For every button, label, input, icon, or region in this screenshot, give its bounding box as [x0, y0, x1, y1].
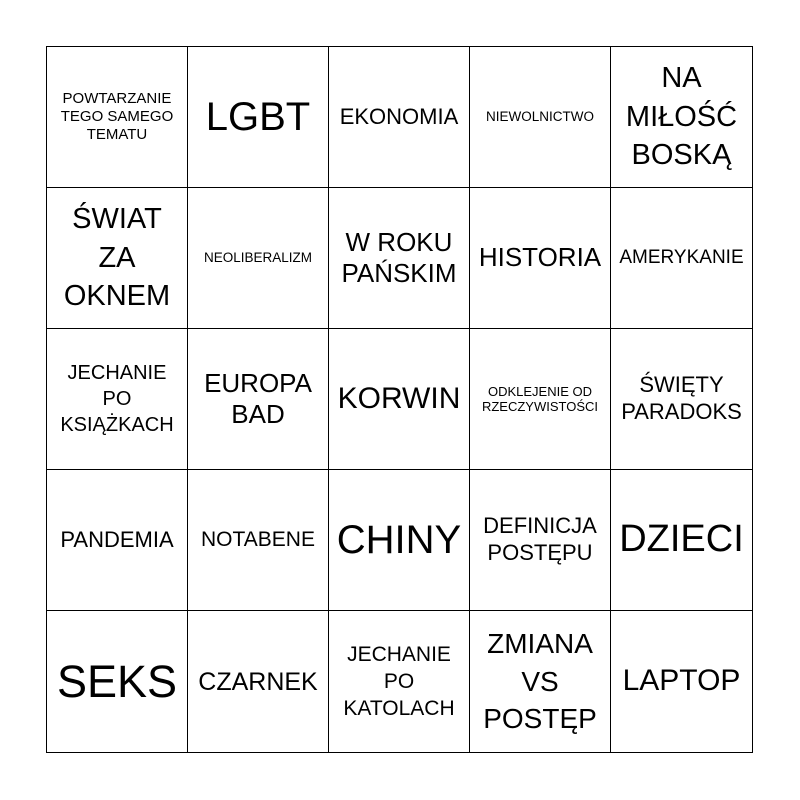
cell-text: JECHANIE PO KSIĄŻKACH — [60, 362, 174, 436]
cell-text: ODKLEJENIE OD RZECZYWISTOŚCI — [481, 383, 599, 414]
bingo-cell[interactable] — [329, 47, 470, 188]
bingo-cell[interactable] — [611, 188, 752, 329]
cell-text: LAPTOP — [622, 664, 741, 698]
cell-text: EUROPA BAD — [204, 367, 312, 429]
bingo-cell[interactable] — [470, 611, 611, 752]
bingo-cell[interactable] — [329, 611, 470, 752]
bingo-cell[interactable] — [470, 188, 611, 329]
cell-text: LGBT — [205, 95, 311, 139]
cell-text: SEKS — [56, 655, 178, 707]
bingo-board — [46, 46, 753, 753]
bingo-cell[interactable] — [47, 470, 188, 611]
bingo-cell[interactable] — [611, 47, 752, 188]
bingo-cell[interactable] — [470, 329, 611, 470]
bingo-cell[interactable] — [188, 611, 329, 752]
cell-text: ZMIANA VS POSTĘP — [483, 628, 597, 735]
cell-text: JECHANIE PO KATOLACH — [343, 642, 455, 721]
bingo-cell[interactable] — [329, 188, 470, 329]
cell-text: CZARNEK — [198, 667, 318, 696]
bingo-cell[interactable] — [188, 329, 329, 470]
bingo-cell[interactable] — [47, 47, 188, 188]
cell-text: NOTABENE — [201, 528, 315, 552]
cell-text: EKONOMIA — [339, 103, 459, 129]
cell-text: NA MIŁOŚĆ BOSKĄ — [625, 61, 738, 172]
bingo-cell[interactable] — [329, 470, 470, 611]
cell-text: DEFINICJA POSTĘPU — [483, 513, 597, 565]
bingo-cell[interactable] — [188, 470, 329, 611]
cell-text: PANDEMIA — [60, 526, 174, 552]
bingo-cell[interactable] — [188, 47, 329, 188]
bingo-cell[interactable] — [47, 329, 188, 470]
bingo-cell[interactable] — [611, 611, 752, 752]
bingo-cell[interactable] — [188, 188, 329, 329]
cell-text: KORWIN — [337, 381, 461, 415]
cell-text: DZIECI — [619, 518, 744, 561]
cell-text: ŚWIĘTY PARADOKS — [621, 372, 742, 424]
cell-text: ŚWIAT ZA OKNEM — [63, 202, 171, 313]
cell-text: NIEWOLNICTWO — [486, 109, 594, 125]
bingo-cell[interactable] — [470, 470, 611, 611]
bingo-cell[interactable] — [47, 611, 188, 752]
bingo-cell[interactable] — [611, 329, 752, 470]
cell-text: CHINY — [336, 518, 462, 562]
cell-text: NEOLIBERALIZM — [203, 250, 313, 266]
cell-text: HISTORIA — [478, 242, 602, 273]
cell-text: W ROKU PAŃSKIM — [341, 226, 457, 288]
cell-text: POWTARZANIE TEGO SAMEGO TEMATU — [60, 90, 174, 143]
bingo-cell[interactable] — [329, 329, 470, 470]
cell-text: AMERYKANIE — [619, 247, 744, 269]
bingo-cell[interactable] — [470, 47, 611, 188]
bingo-cell[interactable] — [47, 188, 188, 329]
bingo-cell[interactable] — [611, 470, 752, 611]
